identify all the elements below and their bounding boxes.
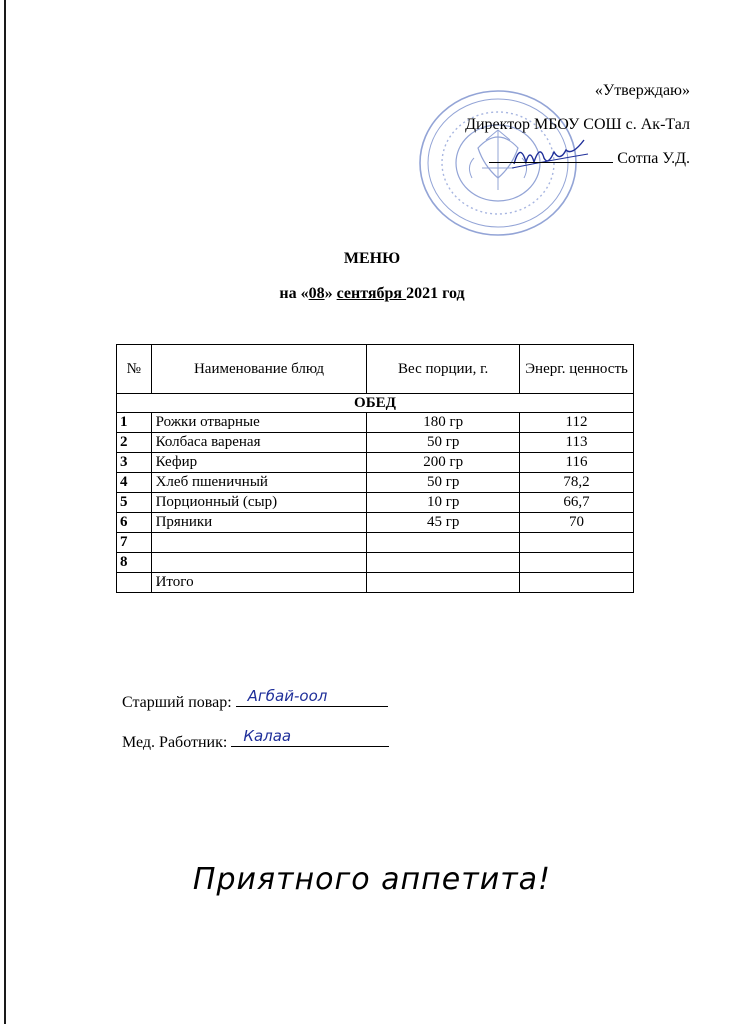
total-row [117, 573, 634, 593]
menu-date [0, 285, 744, 303]
header-dish-name: Наименование блюд [151, 345, 367, 394]
dish-weight: 50 гр [367, 433, 520, 453]
total-number-cell [117, 573, 152, 593]
menu-table [116, 344, 634, 593]
medic-signature: Калаа [243, 727, 292, 745]
date-month: сентября [336, 285, 407, 302]
signature-line [489, 144, 613, 163]
medic-row [122, 726, 389, 752]
total-energy-cell [520, 573, 634, 593]
dish-weight: 10 гр [367, 493, 520, 513]
row-number: 8 [117, 553, 152, 573]
row-number: 5 [117, 493, 152, 513]
table-row [117, 553, 634, 573]
date-day: 08 [308, 285, 325, 302]
dish-name: Пряники [151, 513, 367, 533]
header-energy-value: Энерг. ценность [520, 345, 634, 394]
approval-block [465, 74, 690, 176]
dish-weight: 200 гр [367, 453, 520, 473]
dish-name [151, 553, 367, 573]
table-header-row [117, 345, 634, 394]
section-lunch: ОБЕД [117, 394, 634, 413]
total-weight-cell [367, 573, 520, 593]
dish-energy: 78,2 [520, 473, 634, 493]
dish-name: Колбаса вареная [151, 433, 367, 453]
closing-greeting: Приятного аппетита! [192, 862, 552, 897]
menu-title: МЕНЮ [343, 250, 401, 267]
dish-energy: 116 [520, 453, 634, 473]
header-number: № [117, 345, 152, 394]
dish-name: Кефир [151, 453, 367, 473]
section-row [117, 394, 634, 413]
row-number: 7 [117, 533, 152, 553]
date-prefix: на « [279, 285, 309, 302]
director-signature-row [465, 142, 690, 176]
dish-weight: 50 гр [367, 473, 520, 493]
dish-weight [367, 533, 520, 553]
header-portion-weight: Вес порции, г. [367, 345, 520, 394]
table-row [117, 493, 634, 513]
director-name: Сотпа У.Д. [617, 150, 690, 167]
dish-energy: 66,7 [520, 493, 634, 513]
dish-energy [520, 553, 634, 573]
approval-title: «Утверждаю» [594, 82, 690, 99]
chef-signature-line [236, 686, 388, 707]
row-number: 3 [117, 453, 152, 473]
dish-weight: 45 гр [367, 513, 520, 533]
table-row [117, 533, 634, 553]
table-row [117, 413, 634, 433]
row-number: 4 [117, 473, 152, 493]
dish-weight [367, 553, 520, 573]
dish-energy: 70 [520, 513, 634, 533]
dish-name: Рожки отварные [151, 413, 367, 433]
date-mid: » [324, 285, 337, 302]
chef-row [122, 686, 388, 712]
table-row [117, 473, 634, 493]
dish-energy: 113 [520, 433, 634, 453]
dish-name: Хлеб пшеничный [151, 473, 367, 493]
chef-signature: Агбай-оол [247, 687, 328, 705]
row-number: 2 [117, 433, 152, 453]
table-row [117, 513, 634, 533]
chef-label: Старший повар: [122, 694, 236, 711]
date-year: 2021 год [406, 285, 465, 302]
row-number: 6 [117, 513, 152, 533]
total-label: Итого [151, 573, 367, 593]
dish-name [151, 533, 367, 553]
dish-energy: 112 [520, 413, 634, 433]
dish-name: Порционный (сыр) [151, 493, 367, 513]
dish-weight: 180 гр [367, 413, 520, 433]
table-row [117, 453, 634, 473]
director-position: Директор МБОУ СОШ с. Ак-Тал [465, 116, 690, 133]
dish-energy [520, 533, 634, 553]
table-row [117, 433, 634, 453]
medic-label: Мед. Работник: [122, 734, 232, 751]
medic-signature-line [231, 726, 389, 747]
row-number: 1 [117, 413, 152, 433]
